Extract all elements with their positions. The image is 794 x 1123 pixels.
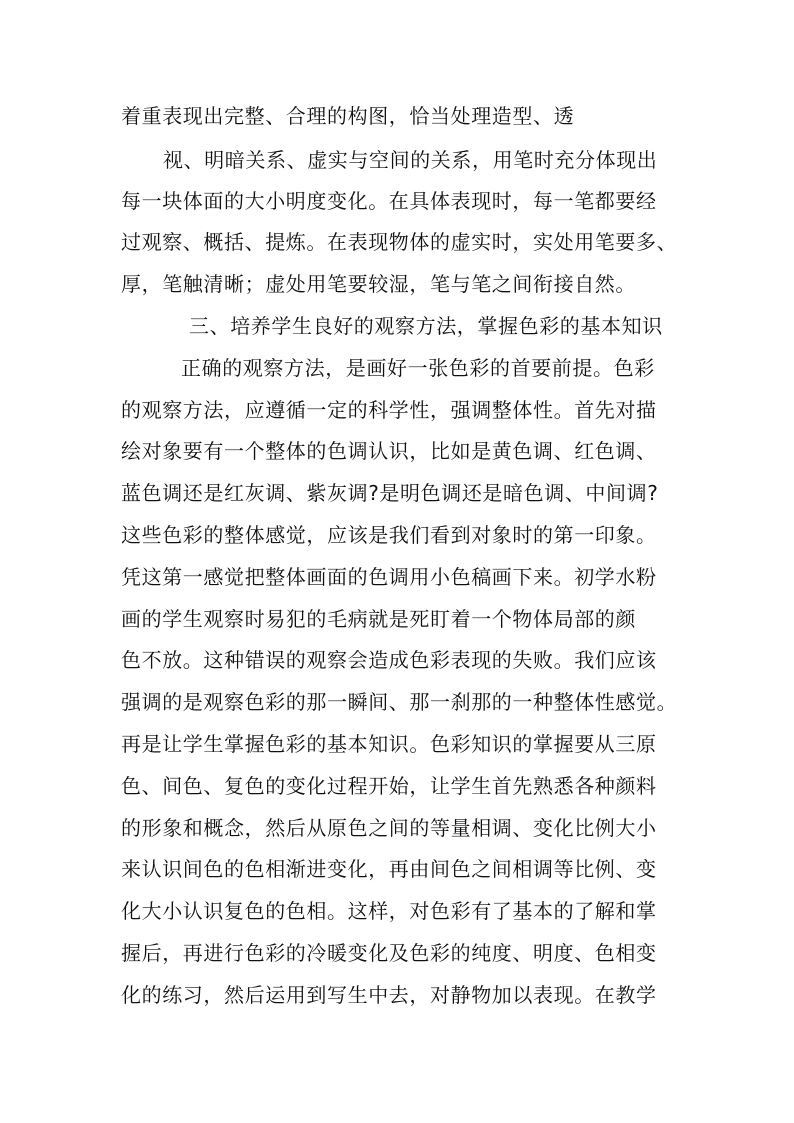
text-line: 化的练习，然后运用到写生中去，对静物加以表现。在教学 [121, 983, 657, 1007]
text-line: 这些色彩的整体感觉，应该是我们看到对象时的第一印象。 [121, 523, 657, 547]
text-line: 着重表现出完整、合理的构图，恰当处理造型、透 [121, 104, 575, 128]
text-line: 画的学生观察时易犯的毛病就是死盯着一个物体局部的颜 [121, 607, 636, 631]
text-line: 厚，笔触清晰；虚处用笔要较湿，笔与笔之间衔接自然。 [121, 272, 636, 296]
text-line: 色、间色、复色的变化过程开始，让学生首先熟悉各种颜料 [121, 774, 657, 798]
text-line: 握后，再进行色彩的冷暖变化及色彩的纯度、明度、色相变 [121, 941, 657, 965]
text-line: 凭这第一感觉把整体画面的色调用小色稿画下来。初学水粉 [121, 565, 657, 589]
text-line: 再是让学生掌握色彩的基本知识。色彩知识的掌握要从三原 [121, 732, 657, 756]
text-line: 视、明暗关系、虚实与空间的关系，用笔时充分体现出 [163, 148, 658, 172]
text-line: 正确的观察方法，是画好一张色彩的首要前提。色彩 [181, 356, 655, 380]
text-line: 色不放。这种错误的观察会造成色彩表现的失败。我们应该 [121, 648, 657, 672]
text-line: 来认识间色的色相渐进变化，再由间色之间相调等比例、变 [121, 857, 657, 881]
text-line: 过观察、概括、提炼。在表现物体的虚实时，实处用笔要多、 [121, 230, 678, 254]
text-line: 的形象和概念，然后从原色之间的等量相调、变化比例大小 [121, 816, 657, 840]
section-heading: 三、培养学生良好的观察方法，掌握色彩的基本知识 [189, 314, 663, 338]
text-line: 的观察方法，应遵循一定的科学性，强调整体性。首先对描 [121, 398, 657, 422]
text-line: 绘对象要有一个整体的色调认识，比如是黄色调、红色调、 [121, 439, 657, 463]
text-line: 强调的是观察色彩的那一瞬间、那一刹那的一种整体性感觉。 [121, 690, 678, 714]
text-line: 每一块体面的大小明度变化。在具体表现时，每一笔都要经 [121, 189, 657, 213]
text-line: 化大小认识复色的色相。这样，对色彩有了基本的了解和掌 [121, 899, 657, 923]
text-line: 蓝色调还是红灰调、紫灰调?是明色调还是暗色调、中间调? [121, 481, 659, 505]
